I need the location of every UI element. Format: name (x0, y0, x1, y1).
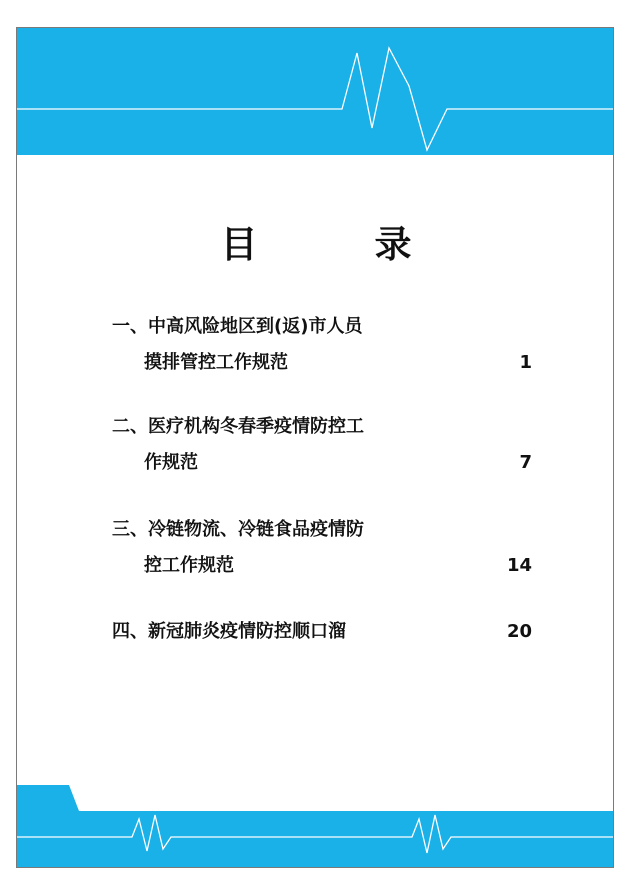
page-title: 目 录 (220, 223, 452, 266)
dot-leader (350, 617, 503, 647)
toc-entry-title-cont: 作规范 (144, 452, 198, 473)
dot-leader (236, 551, 505, 581)
toc-entry-title-cont: 控工作规范 (144, 555, 234, 576)
page-number: 1 (519, 352, 532, 373)
document-page (16, 27, 614, 868)
footer-banner (17, 785, 614, 868)
page-number: 7 (519, 452, 532, 473)
toc-entry-line (112, 617, 532, 647)
toc-entry-title: 四、新冠肺炎疫情防控顺口溜 (112, 621, 346, 642)
toc-entry-title: 一、中高风险地区到(返)市人员 (112, 316, 363, 337)
page-number: 14 (506, 555, 532, 576)
toc-entry-continuation (144, 551, 532, 581)
header-banner (17, 28, 614, 155)
page-number: 20 (506, 621, 532, 642)
toc-entry-title: 三、冷链物流、冷链食品疫情防 (112, 519, 364, 540)
dot-leader (290, 348, 517, 378)
toc-entry-title-cont: 摸排管控工作规范 (144, 352, 288, 373)
toc-entry-continuation (144, 448, 532, 478)
dot-leader (200, 448, 517, 478)
toc-entry-title: 二、医疗机构冬春季疫情防控工 (112, 416, 364, 437)
toc-entry-continuation (144, 348, 532, 378)
